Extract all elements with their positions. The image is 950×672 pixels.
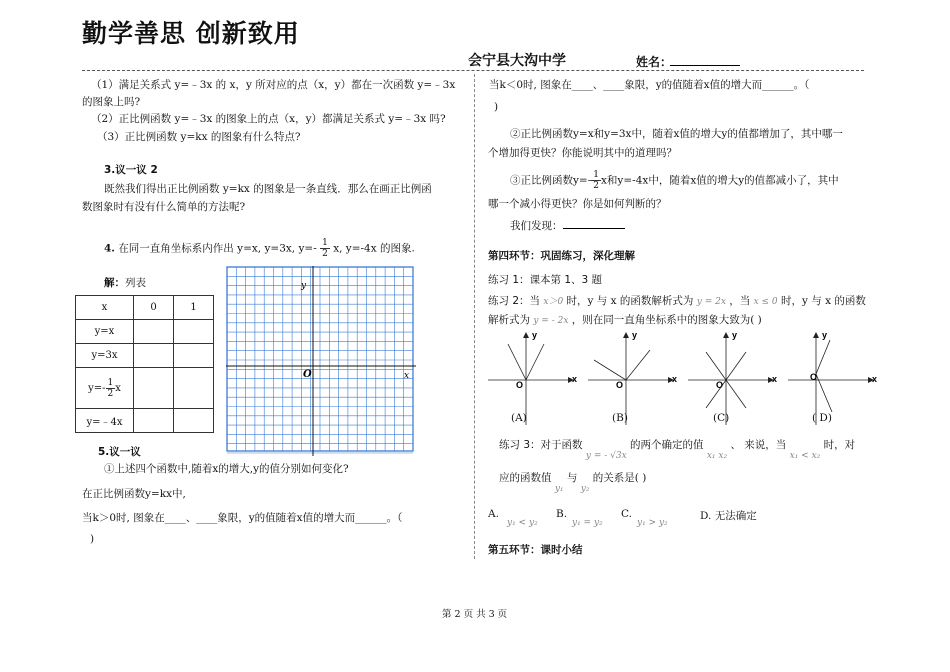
para-5d: ) xyxy=(90,533,95,545)
option-a-label: (A) xyxy=(511,412,527,424)
para-3b: 数图象时有没有什么简单的方法呢? xyxy=(82,201,246,213)
graph-option-a xyxy=(488,330,577,425)
solution-line xyxy=(104,275,146,290)
table-row-label: y=﹣4x xyxy=(76,409,134,433)
coordinate-grid xyxy=(226,266,416,456)
school-name: 会宁县大沟中学 xyxy=(468,53,566,69)
option-b-label: (B) xyxy=(612,412,628,424)
para-5a: ①上述四个函数中,随着x的增大,y的值分别如何变化? xyxy=(104,463,349,475)
fraction-half: $\frac{1}{2}$ xyxy=(322,238,328,259)
option-d-label: ( D) xyxy=(812,412,832,424)
svg-text:x: x xyxy=(672,374,678,384)
option-c-label: (C) xyxy=(713,412,730,424)
exercise-3-line1: 练习 3：对于函数 y = - √3x 的两个确定的值 x₁ x₂ 、 来说，当 x₁ < x₂ 时，对 xyxy=(499,439,856,461)
column-divider xyxy=(474,74,475,559)
svg-text:O: O xyxy=(616,380,624,390)
table-row-label: y=x xyxy=(76,320,134,344)
choice-a-expr: y₁ < y₂ xyxy=(507,518,538,528)
exercise-1: 练习 1：课本第 1、3 题 xyxy=(488,274,603,286)
svg-text:x: x xyxy=(872,374,878,384)
page-number: 第 2 页 共 3 页 xyxy=(442,609,508,620)
svg-text:x: x xyxy=(572,374,578,384)
choice-c-expr: y₁ > y₂ xyxy=(637,518,668,528)
svg-text:O: O xyxy=(810,372,818,382)
svg-text:x: x xyxy=(772,374,778,384)
name-blank xyxy=(670,65,740,66)
r-line-2: ) xyxy=(494,101,499,113)
choice-d: D. 无法确定 xyxy=(700,510,757,522)
svg-text:O: O xyxy=(516,380,524,390)
header-rule xyxy=(82,70,864,71)
section-4-text-b: x, y=-4x 的图象. xyxy=(333,242,415,255)
question-1b: 的图象上吗? xyxy=(82,96,141,108)
table-head-1: 1 xyxy=(174,296,214,320)
table-row-label: y=3x xyxy=(76,344,134,368)
section-5-title: 5.议一议 xyxy=(98,446,141,458)
choice-a: A. xyxy=(488,508,499,520)
svg-text:O: O xyxy=(716,380,724,390)
section-4-num: 4. xyxy=(104,242,115,255)
value-table xyxy=(75,295,214,433)
question-3: （3）正比例函数 y=kx 的图象有什么特点? xyxy=(97,131,301,143)
r-line-3: ②正比例函数y=x和y=3x中，随着x值的增大y的值都增加了，其中哪一 xyxy=(510,128,843,140)
r-line-4: 个增加得更快？你能说明其中的道理吗？ xyxy=(488,147,677,159)
graph-option-b xyxy=(588,330,677,425)
question-2: （2）正比例函数 y=﹣3x 的图象上的点（x，y）都满足关系式 y=﹣3x 吗? xyxy=(91,113,446,125)
section-4 xyxy=(104,238,415,259)
r-line-5: ③正比例函数y=- $\frac{1}{2}x$和y=-4x中，随着x值的增大y的值都减小了，其中 xyxy=(510,170,839,191)
table-row-label: y=- $\frac{1}{2}x$ xyxy=(76,368,134,409)
x-axis-label: x xyxy=(404,371,410,381)
answer-blank xyxy=(563,228,625,229)
motto: 勤学善思 创新致用 xyxy=(82,19,300,48)
graph-option-c xyxy=(688,330,777,425)
question-1: （1）满足关系式 y=﹣3x 的 x，y 所对应的点（x，y）都在一次函数 y=﹣3x xyxy=(91,79,456,91)
exercise-2-line1: 练习 2：当 x＞0 时，y 与 x 的函数解析式为 y = 2x ，当 x ≤ 0 时，y 与 x 的函数 xyxy=(488,295,866,307)
table-head-0: 0 xyxy=(134,296,174,320)
graph-option-d xyxy=(788,330,877,425)
r-line-1: 当k＜0时, 图象在____、____象限，y的值随着x值的增大而______。（ xyxy=(489,79,810,91)
choice-c: C. xyxy=(621,508,632,520)
section-3-title: 3.议一议 2 xyxy=(104,164,158,176)
solution-label: 解： xyxy=(104,277,125,289)
table-head-x: x xyxy=(76,296,134,320)
r-line-7: 我们发现： xyxy=(510,218,625,233)
para-3a: 既然我们得出正比例函数 y=kx 的图象是一条直线．那么在画正比例函 xyxy=(104,183,432,195)
r-line-6: 哪一个减小得更快？你是如何判断的？ xyxy=(488,198,667,210)
exercise-3-line2: 应的函数值 y₁ 与 y₂ 的关系是( ) xyxy=(499,472,647,494)
section-4-text-a: 在同一直角坐标系内作出 y=x, y=3x, y=- xyxy=(118,242,317,255)
section-4-practice: 第四环节：巩固练习，深化理解 xyxy=(488,250,635,262)
choice-b-expr: y₁ = y₂ xyxy=(572,518,603,528)
origin-label: O xyxy=(303,369,312,380)
svg-text:y: y xyxy=(822,330,828,340)
choice-b: B. xyxy=(556,508,568,520)
name-label: 姓名： xyxy=(636,55,673,69)
section-5-summary: 第五环节：课时小结 xyxy=(488,544,583,556)
para-5b: 在正比例函数y=kx中, xyxy=(82,488,186,500)
svg-text:y: y xyxy=(632,330,638,340)
para-5c: 当k＞0时, 图象在____、____象限，y的值随着x值的增大而______。（ xyxy=(82,512,403,524)
solution-text: 列表 xyxy=(125,277,146,289)
y-axis-label: y xyxy=(301,281,307,291)
svg-text:y: y xyxy=(532,330,538,340)
exercise-2-line2: 解析式为 y = - 2x ，则在同一直角坐标系中的图象大致为( ) xyxy=(488,314,762,326)
svg-text:y: y xyxy=(732,330,738,340)
